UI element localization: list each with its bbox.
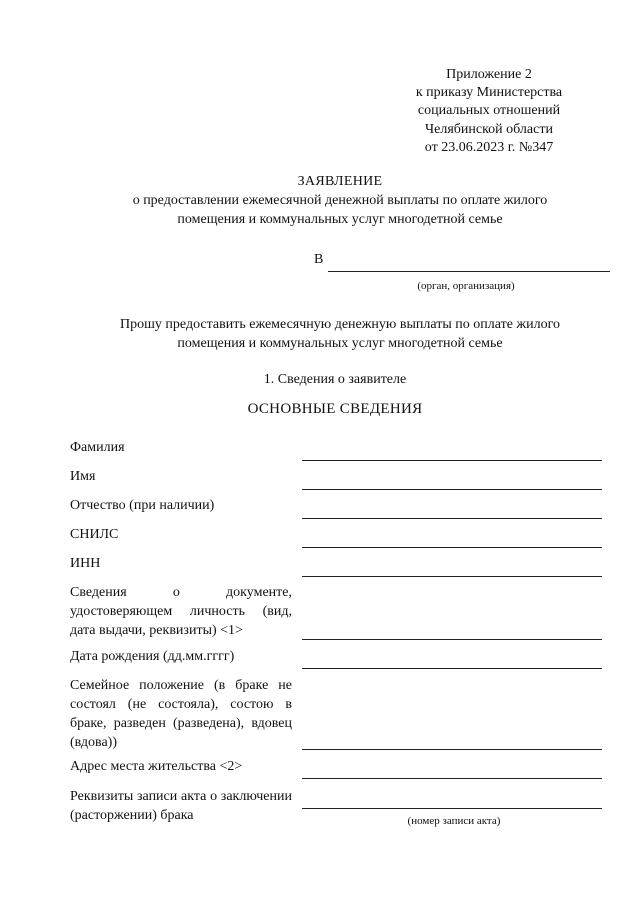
addressee-input-line[interactable] xyxy=(328,271,610,272)
appendix-line: социальных отношений xyxy=(417,103,561,119)
field-label-snils: СНИЛС xyxy=(70,527,119,542)
appendix-header xyxy=(400,66,578,157)
main-info-title: ОСНОВНЫЕ СВЕДЕНИЯ xyxy=(247,401,423,417)
addressee-hint: (орган, организация) xyxy=(417,280,515,292)
section-title: 1. Сведения о заявителе xyxy=(263,372,407,387)
addressee-row xyxy=(310,252,610,274)
field-label-marriage-record: Реквизиты записи акта о заключении (расторжении) брака xyxy=(70,789,292,823)
field-line-inn[interactable] xyxy=(302,576,602,577)
document-title: ЗАЯВЛЕНИЕ xyxy=(297,174,383,189)
appendix-line: Приложение 2 xyxy=(446,67,532,82)
field-line-birth-date[interactable] xyxy=(302,668,602,669)
field-label-identity-document: Сведения о документе, удостоверяющем личность (вид, дата выдачи, реквизиты) <1> xyxy=(70,585,292,638)
field-line-surname[interactable] xyxy=(302,460,602,461)
field-line-identity-document[interactable] xyxy=(302,639,602,640)
field-label-surname: Фамилия xyxy=(70,440,125,455)
field-label-inn: ИНН xyxy=(70,556,101,571)
field-line-name[interactable] xyxy=(302,489,602,490)
document-subtitle: о предоставлении ежемесячной денежной выплаты по оплате жилого помещения и коммунальных услуг многодетной семье xyxy=(132,193,548,227)
field-line-address[interactable] xyxy=(302,778,602,779)
field-line-snils[interactable] xyxy=(302,547,602,548)
field-label-address: Адрес места жительства <2> xyxy=(70,759,243,774)
appendix-line: Челябинской области xyxy=(425,121,553,137)
field-line-marital-status[interactable] xyxy=(302,749,602,750)
field-label-birth-date: Дата рождения (дд.мм.гггг) xyxy=(70,649,235,664)
marriage-record-hint: (номер записи акта) xyxy=(407,815,501,827)
addressee-prefix: В xyxy=(314,252,324,267)
request-text: Прошу предоставить ежемесячную денежную выплаты по оплате жилого помещения и коммунальных услуг многодетной семье xyxy=(120,317,560,351)
field-label-patronymic: Отчество (при наличии) xyxy=(70,498,215,513)
field-label-name: Имя xyxy=(70,469,96,484)
appendix-line: от 23.06.2023 г. №347 xyxy=(424,139,554,155)
field-line-marriage-record[interactable] xyxy=(302,808,602,809)
field-line-patronymic[interactable] xyxy=(302,518,602,519)
field-label-marital-status: Семейное положение (в браке не состоял (не состояла), состою в браке, разведен (разведена), вдовец (вдова)) xyxy=(70,678,292,750)
appendix-line: к приказу Министерства xyxy=(415,85,563,101)
